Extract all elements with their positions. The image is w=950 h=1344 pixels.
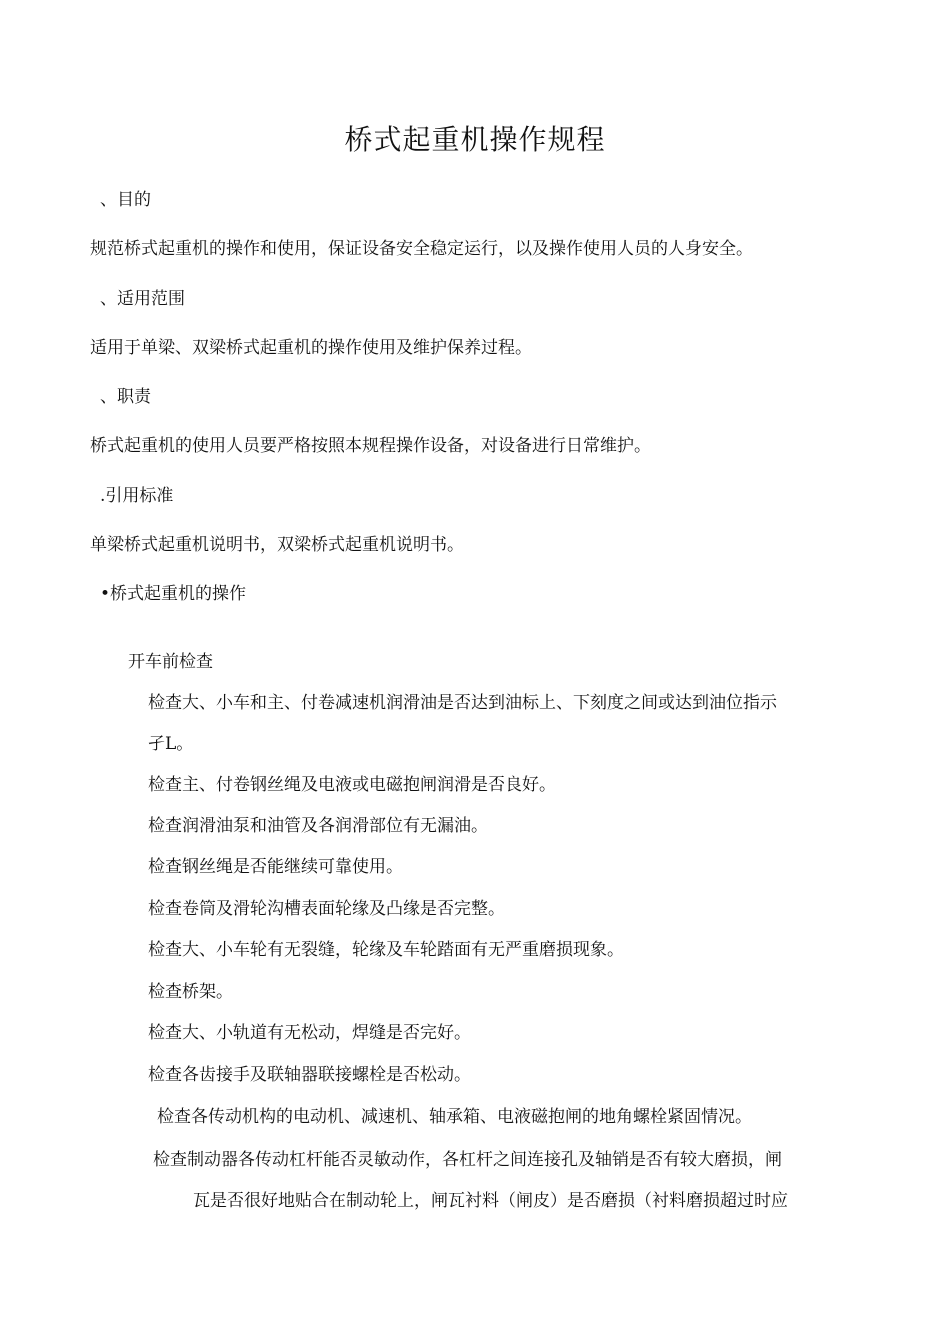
check-item: 检查钢丝绳是否能继续可靠使用。	[148, 857, 403, 877]
check-item: 检查大、小轨道有无松动，焊缝是否完好。	[148, 1023, 471, 1043]
paragraph-scope: 适用于单梁、双梁桥式起重机的操作使用及维护保养过程。	[90, 338, 532, 358]
paragraph-purpose: 规范桥式起重机的操作和使用，保证设备安全稳定运行，以及操作使用人员的人身安全。	[90, 239, 753, 259]
check-item: 检查桥架。	[148, 982, 233, 1002]
section-heading-operation: •桥式起重机的操作	[100, 584, 247, 604]
check-item: 检查润滑油泵和油管及各润滑部位有无漏油。	[148, 816, 488, 836]
section-heading-responsibility: 、职责	[100, 387, 151, 407]
section-heading-scope: 、适用范围	[100, 289, 185, 309]
document-title: 桥式起重机操作规程	[344, 123, 606, 156]
check-item: 检查主、付卷钢丝绳及电液或电磁抱闸润滑是否良好。	[148, 775, 556, 795]
check-item-continuation: 瓦是否很好地贴合在制动轮上，闸瓦衬料（闸皮）是否磨损（衬料磨损超过时应	[193, 1191, 788, 1211]
paragraph-responsibility: 桥式起重机的使用人员要严格按照本规程操作设备，对设备进行日常维护。	[90, 436, 651, 456]
check-item: 检查大、小车轮有无裂缝，轮缘及车轮踏面有无严重磨损现象。	[148, 940, 624, 960]
subheading-pre-start-check: 开车前检查	[128, 652, 213, 672]
check-item: 检查各传动机构的电动机、减速机、轴承箱、电液磁抱闸的地角螺栓紧固情况。	[157, 1107, 752, 1127]
check-item: 检查卷筒及滑轮沟槽表面轮缘及凸缘是否完整。	[148, 899, 505, 919]
paragraph-references: 单梁桥式起重机说明书，双梁桥式起重机说明书。	[90, 535, 464, 555]
check-item: 检查制动器各传动杠杆能否灵敏动作，各杠杆之间连接孔及轴销是否有较大磨损，闸	[153, 1150, 782, 1170]
section-heading-references: .引用标准	[100, 486, 174, 506]
check-item: 检查大、小车和主、付卷减速机润滑油是否达到油标上、下刻度之间或达到油位指示	[148, 693, 777, 713]
check-item-continuation: 孑L。	[148, 734, 194, 754]
check-item: 检查各齿接手及联轴器联接螺栓是否松动。	[148, 1065, 471, 1085]
section-heading-purpose: 、目的	[100, 190, 151, 210]
